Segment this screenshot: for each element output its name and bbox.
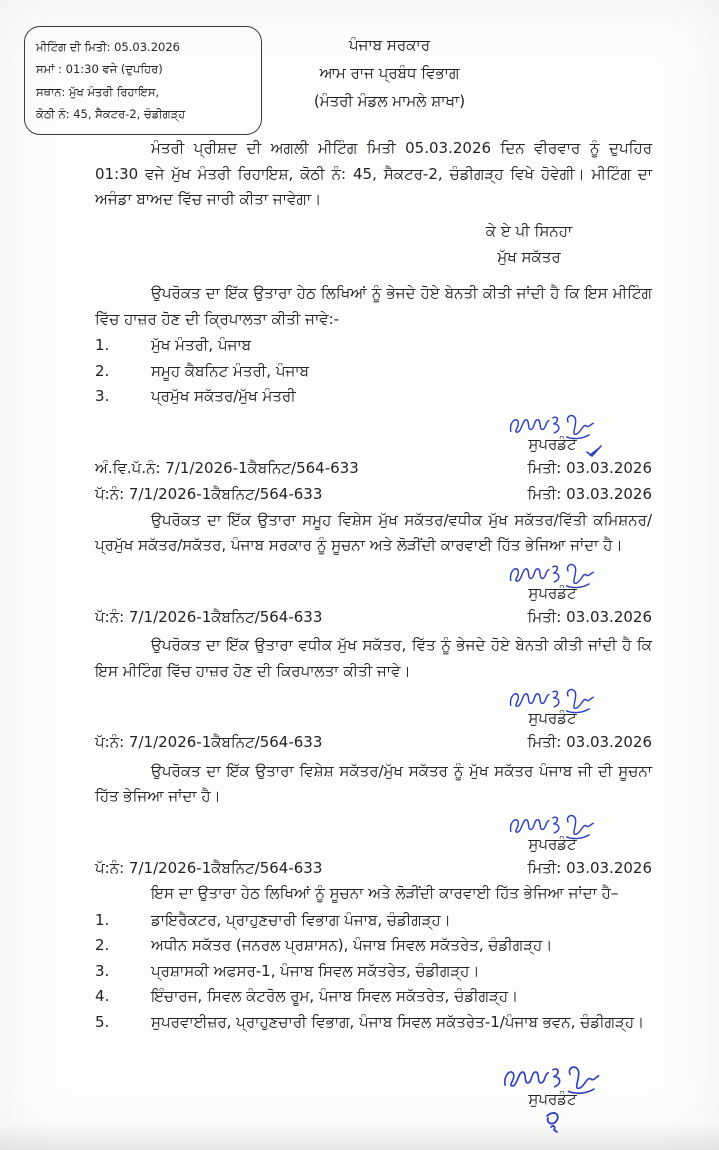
superintendent-label: ਸੁਪਰਡੰਟ	[528, 583, 577, 602]
letter-body	[95, 136, 652, 1134]
superintendent-label: ਸੁਪਰਡੰਟ	[528, 834, 577, 853]
superintendent-label: ਸੁਪਰਡੰਟ	[528, 709, 577, 727]
reference-date: ਮਿਤੀ: 03.03.2026	[527, 458, 652, 477]
blue-tick-icon	[585, 445, 603, 457]
copy-recipient-text: ਸੁਪਰਵਾਈਜ਼ਰ, ਪ੍ਰਾਹੁਣਚਾਰੀ ਵਿਭਾਗ, ਪੰਜਾਬ ਸਿਵਲ ਸਕੱਤਰੇਤ-1/ਪੰਜਾਬ ਭਵਨ, ਚੰਡੀਗੜ੍ਹ।	[151, 1012, 645, 1031]
reference-line-3	[95, 605, 652, 631]
para-meeting-notice: ਮੰਤਰੀ ਪ੍ਰੀਸ਼ਦ ਦੀ ਅਗਲੀ ਮੀਟਿੰਗ ਮਿਤੀ 05.03.2026 ਦਿਨ ਵੀਰਵਾਰ ਨੂੰ ਦੁਪਹਿਰ 01:30 ਵਜੇ ਮੁੱਖ ਮੰਤਰੀ ਰਿਹਾਇਸ਼, ਕੋਠੀ ਨੰ: 45, ਸੈਕਟਰ-2, ਚੰਡੀਗੜ੍ਹ ਵਿਖੇ ਹੋਵੇਗੀ। ਮੀਟਿੰਗ ਦਾ ਅਜੰਡਾ ਬਾਅਦ ਵਿੱਚ ਜਾਰੀ ਕੀਤਾ ਜਾਵੇਗਾ।	[95, 139, 652, 208]
copy-recipient-text: ਇੰਚਾਰਜ, ਸਿਵਲ ਕੰਟਰੋਲ ਰੂਮ, ਪੰਜਾਬ ਸਿਵਲ ਸਕੱਤਰੇਤ, ਚੰਡੀਗੜ੍ਹ।	[151, 987, 519, 1005]
reference-date-wrap	[527, 456, 652, 482]
reference-number: ਪੱ:ਨੰ: 7/1/2026-1ਕੈਬਨਿਟ/564-633	[95, 733, 323, 751]
reference-line-4	[95, 730, 652, 756]
reference-date: ਮਿਤੀ: 03.03.2026	[527, 485, 652, 503]
reference-number: ਪੱ:ਨੰ: 7/1/2026-1ਕੈਬਨਿਟ/564-633	[95, 607, 323, 626]
reference-date: ਮਿਤੀ: 03.03.2026	[527, 607, 652, 626]
reference-line-2	[95, 482, 652, 508]
meeting-date-line: ਮੀਟਿੰਗ ਦੀ ਮਿਤੀ: 05.03.2026	[36, 40, 180, 54]
copy-recipient-number: 5.	[95, 1012, 110, 1031]
attendee-text: ਸਮੂਹ ਕੈਬਨਿਟ ਮੰਤਰੀ, ਪੰਜਾਬ	[151, 361, 309, 380]
copy-recipient-text: ਅਧੀਨ ਸਕੱਤਰ (ਜਨਰਲ ਪ੍ਰਸ਼ਾਸਨ), ਪੰਜਾਬ ਸਿਵਲ ਸਕੱਤਰੇਤ, ਚੰਡੀਗੜ੍ਹ।	[151, 936, 553, 954]
signatory-block	[434, 218, 624, 271]
letterhead-government: ਪੰਜਾਬ ਸਰਕਾਰ	[349, 36, 430, 54]
ink-scribble-icon	[540, 1108, 566, 1134]
signature-block-1	[465, 411, 640, 455]
superintendent-label: ਸੁਪਰਡੰਟ	[528, 1090, 577, 1108]
letterhead-department: ਆਮ ਰਾਜ ਪ੍ਰਬੰਧ ਵਿਭਾਗ	[319, 63, 460, 82]
copy-recipient-number: 4.	[95, 987, 110, 1005]
reference-line-5	[95, 856, 652, 882]
copy-recipient-text: ਪ੍ਰਸ਼ਾਸਕੀ ਅਫਸਰ-1, ਪੰਜਾਬ ਸਿਵਲ ਸਕੱਤਰੇਤ, ਚੰਡੀਗੜ੍ਹ।	[151, 961, 480, 980]
superintendent-label: ਸੁਪਰਡੰਟ	[528, 434, 577, 453]
attendee-item	[95, 359, 652, 385]
attendee-item	[95, 333, 652, 359]
copy-recipient-item	[95, 908, 652, 934]
meeting-address-line: ਕੋਠੀ ਨੰ: 45, ਸੈਕਟਰ-2, ਚੰਡੀਗੜ੍ਹ	[36, 107, 186, 122]
copy-recipient-list	[95, 908, 652, 1036]
copy-recipient-item	[95, 984, 652, 1010]
signature-block-5	[465, 1062, 640, 1134]
letterhead	[314, 32, 465, 115]
attendee-text: ਪ੍ਰਮੁੱਖ ਸਕੱਤਰ/ਮੁੱਖ ਮੰਤਰੀ	[151, 387, 296, 405]
reference-date: ਮਿਤੀ: 03.03.2026	[527, 733, 652, 751]
attendee-number: 1.	[95, 336, 110, 354]
para-copy-secretaries: ਉਪਰੋਕਤ ਦਾ ਇੱਕ ਉਤਾਰਾ ਸਮੂਹ ਵਿਸ਼ੇਸ ਮੁੱਖ ਸਕੱਤਰ/ਵਧੀਕ ਮੁੱਖ ਸਕੱਤਰ/ਵਿੱਤੀ ਕਮਿਸ਼ਨਰ/ਪ੍ਰਮੁੱਖ ਸਕੱਤਰ/ਸਕੱਤਰ, ਪੰਜਾਬ ਸਰਕਾਰ ਨੂੰ ਸੂਚਨਾ ਅਤੇ ਲੋੜੀਂਦੀ ਕਾਰਵਾਈ ਹਿੱਤ ਭੇਜਿਆ ਜਾਂਦਾ ਹੈ।	[95, 510, 652, 554]
copy-recipient-number: 1.	[95, 910, 110, 929]
meeting-venue-line: ਸਥਾਨ: ਮੁੱਖ ਮੰਤਰੀ ਰਿਹਾਇਸ,	[36, 84, 160, 99]
signatory-title: ਮੁੱਖ ਸਕੱਤਰ	[497, 247, 561, 266]
para-copy-finance: ਉਪਰੋਕਤ ਦਾ ਇੱਕ ਉਤਾਰਾ ਵਧੀਕ ਮੁੱਖ ਸਕੱਤਰ, ਵਿੱਤ ਨੂੰ ਭੇਜਦੇ ਹੋਏ ਬੇਨਤੀ ਕੀਤੀ ਜਾਂਦੀ ਹੈ ਕਿ ਇਸ ਮੀਟਿੰਗ ਵਿੱਚ ਹਾਜ਼ਰ ਹੋਣ ਦੀ ਕਿਰਪਾਲਤਾ ਕੀਤੀ ਜਾਵੇ।	[95, 636, 652, 680]
signatory-name: ਕੇ ਏ ਪੀ ਸਿਨਹਾ	[485, 221, 573, 240]
attendee-number: 3.	[95, 387, 110, 405]
meeting-details-box	[24, 26, 262, 135]
reference-number: ਪੱ:ਨੰ: 7/1/2026-1ਕੈਬਨਿਟ/564-633	[95, 485, 323, 503]
attendee-item	[95, 384, 652, 410]
reference-number-full: ਅੰ.ਵਿ.ਪੱ.ਨੰ: 7/1/2026-1ਕੈਬਨਿਟ/564-633	[95, 458, 359, 477]
reference-date: ਮਿਤੀ: 03.03.2026	[527, 858, 652, 877]
para-copy-special: ਉਪਰੋਕਤ ਦਾ ਇੱਕ ਉਤਾਰਾ ਵਿਸ਼ੇਸ਼ ਸਕੱਤਰ/ਮੁੱਖ ਸਕੱਤਰ ਨੂੰ ਮੁੱਖ ਸਕੱਤਰ ਪੰਜਾਬ ਜੀ ਦੀ ਸੂਚਨਾ ਹਿੱਤ ਭੇਜਿਆ ਜਾਂਦਾ ਹੈ।	[95, 761, 652, 805]
meeting-time-line: ਸਮਾਂ : 01:30 ਵਜੇ (ਦੁਪਹਿਰ)	[36, 62, 163, 77]
copy-recipient-item	[95, 1010, 652, 1036]
letterhead-branch: (ਮੰਤਰੀ ਮੰਡਲ ਮਾਮਲੇ ਸ਼ਾਖਾ)	[313, 91, 466, 110]
signature-block-2	[465, 560, 640, 604]
reference-line-1	[95, 456, 652, 482]
attendee-text: ਮੁੱਖ ਮੰਤਰੀ, ਪੰਜਾਬ	[151, 336, 252, 354]
copy-recipient-item	[95, 933, 652, 959]
copy-recipient-number: 3.	[95, 961, 110, 980]
signature-block-4	[465, 811, 640, 855]
copy-list-intro: ਇਸ ਦਾ ਉਤਾਰਾ ਹੇਠ ਲਿਖਿਆਂ ਨੂੰ ਸੂਚਨਾ ਅਤੇ ਲੋੜੀਂਦੀ ਕਾਰਵਾਈ ਹਿੱਤ ਭੇਜਿਆ ਜਾਂਦਾ ਹੈ–	[151, 884, 619, 902]
para-attendance-request: ਉਪਰੋਕਤ ਦਾ ਇੱਕ ਉਤਾਰਾ ਹੇਠ ਲਿਖਿਆਂ ਨੂੰ ਭੇਜਦੇ ਹੋਏ ਬੇਨਤੀ ਕੀਤੀ ਜਾਂਦੀ ਹੈ ਕਿ ਇਸ ਮੀਟਿੰਗ ਵਿੱਚ ਹਾਜ਼ਰ ਹੋਣ ਦੀ ਕ੍ਰਿਪਾਲਤਾ ਕੀਤੀ ਜਾਵੇ:-	[95, 284, 652, 328]
attendee-number: 2.	[95, 361, 110, 380]
signature-block-3	[465, 685, 640, 729]
reference-number: ਪੱ:ਨੰ: 7/1/2026-1ਕੈਬਨਿਟ/564-633	[95, 858, 323, 877]
copy-recipient-item	[95, 959, 652, 985]
copy-recipient-number: 2.	[95, 936, 110, 954]
attendee-list	[95, 333, 652, 410]
copy-recipient-text: ਡਾਇਰੈਕਟਰ, ਪ੍ਰਾਹੁਣਚਾਰੀ ਵਿਭਾਗ ਪੰਜਾਬ, ਚੰਡੀਗੜ੍ਹ।	[151, 910, 451, 929]
